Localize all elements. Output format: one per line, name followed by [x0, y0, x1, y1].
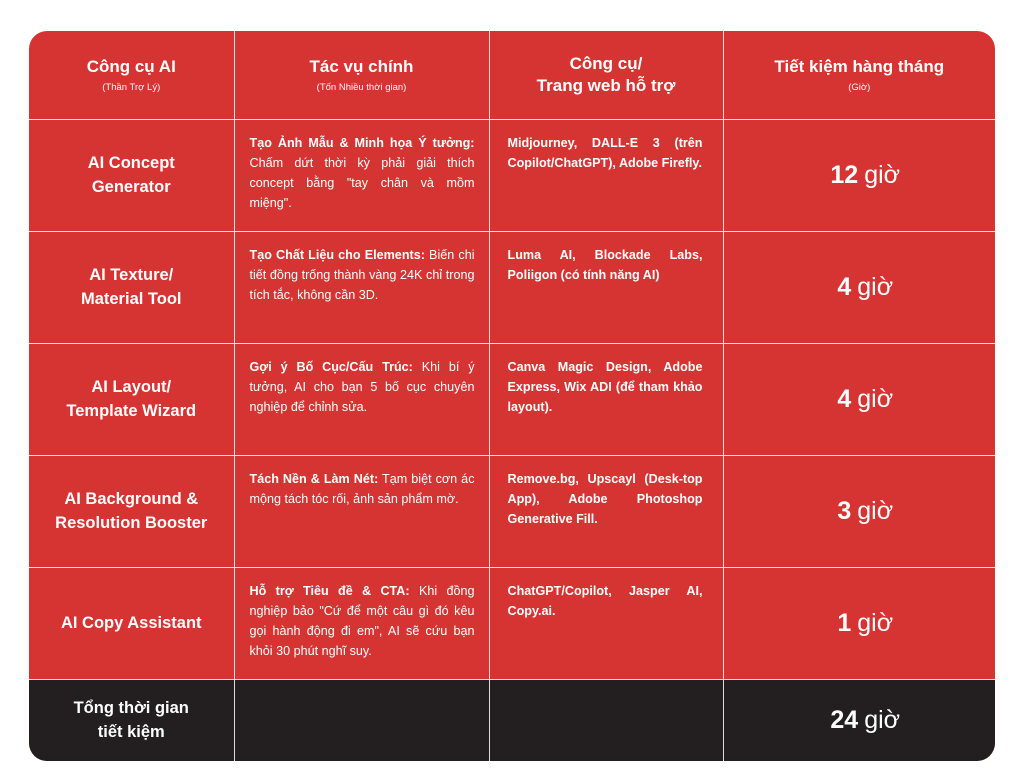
header-sites-title-line2: Trang web hỗ trợ — [536, 75, 676, 95]
header-tool-title: Công cụ AI — [86, 57, 176, 77]
task-title: Tạo Chất Liệu cho Elements: — [249, 247, 425, 262]
task-title: Tạo Ảnh Mẫu & Minh họa Ý tưởng: — [249, 135, 475, 150]
ai-tools-table — [29, 31, 995, 761]
saving-cell — [723, 567, 995, 679]
total-empty-cell — [489, 679, 723, 761]
saving-hours: 4 — [837, 272, 852, 301]
tool-name-cell — [29, 343, 234, 455]
task-title: Hỗ trợ Tiêu đề & CTA: — [249, 583, 410, 598]
saving-unit: giờ — [857, 384, 894, 413]
saving-unit: giờ — [857, 608, 894, 637]
header-task — [234, 31, 489, 119]
task-description: Khi bí ý tưởng, AI cho bạn 5 bố cục chuyên nghiệp để chỉnh sửa. — [249, 359, 475, 414]
task-cell — [234, 567, 489, 679]
tool-name-cell — [29, 455, 234, 567]
tool-name-line1: AI Layout/ — [91, 378, 172, 396]
header-saving-subtitle: (Giờ) — [848, 82, 871, 94]
tool-name-line2: Resolution Booster — [55, 514, 208, 532]
tool-name-cell — [29, 119, 234, 231]
saving-hours: 1 — [837, 608, 852, 637]
task-title: Tách Nền & Làm Nét: — [249, 471, 379, 486]
ai-tools-table-container — [29, 31, 995, 761]
total-label-line2: tiết kiệm — [97, 723, 165, 742]
tool-name-line2: Generator — [91, 178, 171, 196]
tool-name-line1: AI Background & — [64, 490, 199, 508]
saving-hours: 12 — [830, 160, 859, 189]
sites-cell: ChatGPT/Copilot, Jasper AI, Copy.ai. — [489, 567, 723, 679]
header-tool-subtitle: (Thần Trợ Lý) — [102, 82, 161, 94]
table-header-row — [29, 31, 995, 119]
task-description: Khi đồng nghiệp bảo "Cứ để một câu gì đó kêu gọi hành động đi em", AI sẽ cứu bạn khỏi 30 phút nghĩ suy. — [249, 583, 475, 658]
table-row — [29, 119, 995, 231]
header-task-title: Tác vụ chính — [309, 57, 414, 77]
header-sites — [489, 31, 723, 119]
saving-unit: giờ — [857, 496, 894, 525]
table-row — [29, 567, 995, 679]
total-label-line1: Tổng thời gian — [73, 699, 189, 718]
sites-cell: Midjourney, DALL-E 3 (trên Copilot/ChatGPT), Adobe Firefly. — [489, 119, 723, 231]
sites-cell: Canva Magic Design, Adobe Express, Wix ADI (để tham khảo layout). — [489, 343, 723, 455]
header-saving-title: Tiết kiệm hàng tháng — [774, 57, 945, 77]
saving-unit: giờ — [864, 160, 901, 189]
task-cell — [234, 231, 489, 343]
task-description: Chấm dứt thời kỳ phải giải thích concept bằng "tay chân và mồm miệng". — [249, 155, 475, 210]
table-row — [29, 343, 995, 455]
tool-name-cell — [29, 231, 234, 343]
saving-hours: 3 — [837, 496, 852, 525]
task-cell — [234, 119, 489, 231]
total-empty-cell — [234, 679, 489, 761]
saving-unit: giờ — [857, 272, 894, 301]
sites-cell: Luma AI, Blockade Labs, Poliigon (có tính năng AI) — [489, 231, 723, 343]
tool-name-line2: Material Tool — [80, 290, 182, 308]
header-task-subtitle: (Tốn Nhiều thời gian) — [316, 82, 407, 94]
table-row — [29, 231, 995, 343]
total-saving-cell — [723, 679, 995, 761]
total-unit: giờ — [864, 705, 901, 734]
total-hours: 24 — [830, 705, 859, 734]
sites-cell: Remove.bg, Upscayl (Desk-top App), Adobe Photoshop Generative Fill. — [489, 455, 723, 567]
task-cell — [234, 455, 489, 567]
header-saving — [723, 31, 995, 119]
header-tool — [29, 31, 234, 119]
task-cell — [234, 343, 489, 455]
table-row — [29, 455, 995, 567]
total-label-cell — [29, 679, 234, 761]
task-description: Biến chi tiết đồng trống thành vàng 24K chỉ trong tích tắc, không cần 3D. — [249, 247, 475, 302]
tool-name-line2: Template Wizard — [66, 402, 197, 420]
tool-name-cell — [29, 567, 234, 679]
tool-name-line1: AI Texture/ — [89, 266, 174, 284]
saving-cell — [723, 343, 995, 455]
total-row — [29, 679, 995, 761]
tool-name-line1: AI Concept — [87, 154, 175, 172]
saving-cell — [723, 455, 995, 567]
saving-cell — [723, 119, 995, 231]
tool-name-line1: AI Copy Assistant — [60, 614, 202, 632]
header-sites-title-line1: Công cụ/ — [569, 53, 643, 73]
saving-cell — [723, 231, 995, 343]
task-description: Tạm biệt cơn ác mộng tách tóc rối, ảnh sản phẩm mờ. — [249, 471, 475, 506]
saving-hours: 4 — [837, 384, 852, 413]
task-title: Gợi ý Bố Cục/Cấu Trúc: — [249, 359, 413, 374]
